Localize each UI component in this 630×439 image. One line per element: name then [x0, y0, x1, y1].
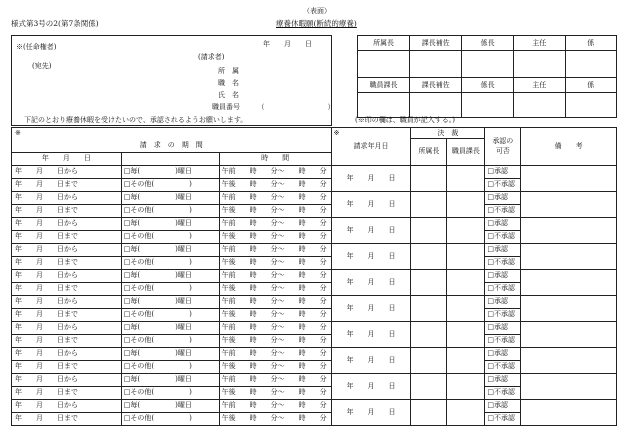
pm-time-field[interactable]: 午後 時 分～ 時 分 [219, 230, 331, 243]
request-date-cell[interactable]: 年 月 日 [331, 399, 411, 425]
request-date-cell[interactable]: 年 月 日 [331, 217, 411, 243]
weekly-checkbox[interactable]: □毎( )曜日 [121, 191, 219, 204]
date-from-field[interactable]: 年 月 日から [12, 269, 122, 282]
type-header [121, 152, 219, 165]
am-time-field[interactable]: 午前 時 分～ 時 分 [219, 399, 331, 412]
date-to-field[interactable]: 年 月 日まで [12, 412, 122, 425]
table-row [12, 243, 617, 256]
reject-checkbox[interactable]: □不承認 [485, 360, 521, 373]
other-checkbox[interactable]: □その他( ) [121, 334, 219, 347]
date-to-field[interactable]: 年 月 日まで [12, 256, 122, 269]
am-time-field[interactable]: 午前 時 分～ 時 分 [219, 269, 331, 282]
staff-chief-stamp[interactable] [447, 165, 485, 191]
staff-chief-stamp[interactable] [447, 295, 485, 321]
am-time-field[interactable]: 午前 時 分～ 時 分 [219, 243, 331, 256]
other-checkbox[interactable]: □その他( ) [121, 230, 219, 243]
stamp-cell[interactable] [565, 51, 616, 78]
remarks-cell[interactable] [521, 399, 617, 425]
applicant-section [11, 35, 332, 126]
remarks-cell[interactable] [521, 321, 617, 347]
staff-chief-stamp[interactable] [447, 321, 485, 347]
table-row [12, 295, 617, 308]
addressee-label: (宛先) [32, 62, 52, 70]
requester-label: (請求者) [198, 53, 225, 61]
table-row [12, 347, 617, 360]
am-time-field[interactable]: 午前 時 分～ 時 分 [219, 217, 331, 230]
dept-head-stamp[interactable] [411, 165, 447, 191]
pm-time-field[interactable]: 午後 時 分～ 時 分 [219, 282, 331, 295]
date-to-field[interactable]: 年 月 日まで [12, 282, 122, 295]
request-date-cell[interactable]: 年 月 日 [331, 321, 411, 347]
other-checkbox[interactable]: □その他( ) [121, 204, 219, 217]
pm-time-field[interactable]: 午後 時 分～ 時 分 [219, 334, 331, 347]
decision-header: 決 裁 [411, 128, 485, 139]
date-to-field[interactable]: 年 月 日まで [12, 360, 122, 373]
reject-checkbox[interactable]: □不承認 [485, 412, 521, 425]
name-field[interactable]: 氏 名 [218, 91, 239, 99]
date-from-field[interactable]: 年 月 日から [12, 373, 122, 386]
table-row [12, 191, 617, 204]
request-date-cell[interactable]: 年 月 日 [331, 243, 411, 269]
remarks-header: 備 考 [521, 128, 617, 166]
date-header: 年 月 日 [12, 152, 122, 165]
request-date-header: ※ 請求年月日 [331, 128, 411, 166]
weekly-checkbox[interactable]: □毎( )曜日 [121, 295, 219, 308]
remarks-cell[interactable] [521, 295, 617, 321]
table-row [12, 399, 617, 412]
table-row [12, 373, 617, 386]
approve-checkbox[interactable]: □承認 [485, 191, 521, 204]
stamp-cell[interactable] [358, 93, 410, 118]
remarks-cell[interactable] [521, 165, 617, 191]
request-date-cell[interactable]: 年 月 日 [331, 165, 411, 191]
reject-checkbox[interactable]: □不承認 [485, 256, 521, 269]
dept-head-stamp[interactable] [411, 243, 447, 269]
request-date-cell[interactable]: 年 月 日 [331, 295, 411, 321]
am-time-field[interactable]: 午前 時 分～ 時 分 [219, 347, 331, 360]
staff-chief-stamp[interactable] [447, 191, 485, 217]
dept-head-stamp[interactable] [411, 347, 447, 373]
am-time-field[interactable]: 午前 時 分～ 時 分 [219, 295, 331, 308]
stamp-cell[interactable] [462, 93, 514, 118]
approve-checkbox[interactable]: □承認 [485, 399, 521, 412]
stamp-header: 係長 [462, 78, 514, 93]
pm-time-field[interactable]: 午後 時 分～ 時 分 [219, 178, 331, 191]
dept-head-stamp[interactable] [411, 269, 447, 295]
staff-chief-stamp[interactable] [447, 243, 485, 269]
reject-checkbox[interactable]: □不承認 [485, 230, 521, 243]
date-from-field[interactable]: 年 月 日から [12, 295, 122, 308]
dept-head-header: 所属長 [411, 139, 447, 166]
am-time-field[interactable]: 午前 時 分～ 時 分 [219, 165, 331, 178]
stamp-header: 係 [565, 78, 616, 93]
am-time-field[interactable]: 午前 時 分～ 時 分 [219, 373, 331, 386]
remarks-cell[interactable] [521, 191, 617, 217]
authority-label: ※(任命権者) [16, 43, 57, 51]
request-date-field[interactable]: 年 月 日 [263, 40, 312, 48]
stamp-cell[interactable] [410, 93, 462, 118]
approve-checkbox[interactable]: □承認 [485, 373, 521, 386]
date-from-field[interactable]: 年 月 日から [12, 217, 122, 230]
period-mark: ※ [12, 128, 332, 139]
stamp-header: 職員課長 [358, 78, 410, 93]
approval-header: 承認の可否 [485, 128, 521, 166]
affiliation-field[interactable]: 所 属 [218, 67, 239, 75]
stamp-header: 所属長 [358, 36, 410, 51]
pm-time-field[interactable]: 午後 時 分～ 時 分 [219, 386, 331, 399]
staff-chief-stamp[interactable] [447, 373, 485, 399]
page-title: 療養休暇願(断続的療養) [276, 19, 357, 28]
table-row [12, 165, 617, 178]
dept-head-stamp[interactable] [411, 373, 447, 399]
pm-time-field[interactable]: 午後 時 分～ 時 分 [219, 256, 331, 269]
approve-checkbox[interactable]: □承認 [485, 269, 521, 282]
request-date-cell[interactable]: 年 月 日 [331, 191, 411, 217]
weekly-checkbox[interactable]: □毎( )曜日 [121, 243, 219, 256]
date-to-field[interactable]: 年 月 日まで [12, 178, 122, 191]
staff-chief-stamp[interactable] [447, 399, 485, 425]
other-checkbox[interactable]: □その他( ) [121, 360, 219, 373]
other-checkbox[interactable]: □その他( ) [121, 386, 219, 399]
remarks-cell[interactable] [521, 269, 617, 295]
stamp-cell[interactable] [410, 51, 462, 78]
approve-checkbox[interactable]: □承認 [485, 217, 521, 230]
pm-time-field[interactable]: 午後 時 分～ 時 分 [219, 308, 331, 321]
weekly-checkbox[interactable]: □毎( )曜日 [121, 321, 219, 334]
staff-chief-header: 職員課長 [447, 139, 485, 166]
form-number: 様式第3号の2(第7条関係) [11, 19, 99, 28]
stamp-header: 係 [565, 36, 616, 51]
pm-time-field[interactable]: 午後 時 分～ 時 分 [219, 412, 331, 425]
am-time-field[interactable]: 午前 時 分～ 時 分 [219, 191, 331, 204]
remarks-cell[interactable] [521, 243, 617, 269]
date-to-field[interactable]: 年 月 日まで [12, 386, 122, 399]
stamp-cell[interactable] [513, 51, 565, 78]
request-text: 下記のとおり療養休暇を受けたいので、承認されるようお願いします。 [24, 116, 248, 124]
staff-chief-stamp[interactable] [447, 217, 485, 243]
other-checkbox[interactable]: □その他( ) [121, 308, 219, 321]
front-label: （表面） [303, 7, 331, 15]
weekly-checkbox[interactable]: □毎( )曜日 [121, 269, 219, 282]
stamp-cell[interactable] [462, 51, 514, 78]
approve-checkbox[interactable]: □承認 [485, 243, 521, 256]
remarks-cell[interactable] [521, 347, 617, 373]
other-checkbox[interactable]: □その他( ) [121, 412, 219, 425]
approval-stamp-box [357, 35, 617, 118]
dept-head-stamp[interactable] [411, 191, 447, 217]
weekly-checkbox[interactable]: □毎( )曜日 [121, 165, 219, 178]
date-from-field[interactable]: 年 月 日から [12, 321, 122, 334]
other-checkbox[interactable]: □その他( ) [121, 282, 219, 295]
reject-checkbox[interactable]: □不承認 [485, 282, 521, 295]
period-header: 請 求 の 期 間 [12, 139, 332, 153]
approve-checkbox[interactable]: □承認 [485, 347, 521, 360]
dept-head-stamp[interactable] [411, 399, 447, 425]
note-text: (※印の欄は、職員が記入する。) [355, 116, 455, 124]
other-checkbox[interactable]: □その他( ) [121, 256, 219, 269]
position-field[interactable]: 職 名 [218, 79, 239, 87]
date-from-field[interactable]: 年 月 日から [12, 399, 122, 412]
leave-request-table [11, 127, 617, 426]
date-to-field[interactable]: 年 月 日まで [12, 230, 122, 243]
pm-time-field[interactable]: 午後 時 分～ 時 分 [219, 360, 331, 373]
weekly-checkbox[interactable]: □毎( )曜日 [121, 399, 219, 412]
other-checkbox[interactable]: □その他( ) [121, 178, 219, 191]
approve-checkbox[interactable]: □承認 [485, 321, 521, 334]
dept-head-stamp[interactable] [411, 321, 447, 347]
date-from-field[interactable]: 年 月 日から [12, 347, 122, 360]
request-date-cell[interactable]: 年 月 日 [331, 347, 411, 373]
date-to-field[interactable]: 年 月 日まで [12, 204, 122, 217]
table-row [12, 217, 617, 230]
request-date-cell[interactable]: 年 月 日 [331, 373, 411, 399]
dept-head-stamp[interactable] [411, 217, 447, 243]
reject-checkbox[interactable]: □不承認 [485, 204, 521, 217]
request-date-cell[interactable]: 年 月 日 [331, 269, 411, 295]
weekly-checkbox[interactable]: □毎( )曜日 [121, 373, 219, 386]
staff-chief-stamp[interactable] [447, 347, 485, 373]
approve-checkbox[interactable]: □承認 [485, 165, 521, 178]
staff-number-field[interactable]: 職員番号 （ ） [212, 103, 335, 111]
date-to-field[interactable]: 年 月 日まで [12, 334, 122, 347]
approve-checkbox[interactable]: □承認 [485, 295, 521, 308]
dept-head-stamp[interactable] [411, 295, 447, 321]
weekly-checkbox[interactable]: □毎( )曜日 [121, 217, 219, 230]
reject-checkbox[interactable]: □不承認 [485, 386, 521, 399]
table-row [12, 269, 617, 282]
remarks-cell[interactable] [521, 217, 617, 243]
stamp-header: 課長補佐 [410, 78, 462, 93]
staff-chief-stamp[interactable] [447, 269, 485, 295]
stamp-cell[interactable] [565, 93, 616, 118]
date-from-field[interactable]: 年 月 日から [12, 243, 122, 256]
stamp-header: 課長補佐 [410, 36, 462, 51]
pm-time-field[interactable]: 午後 時 分～ 時 分 [219, 204, 331, 217]
am-time-field[interactable]: 午前 時 分～ 時 分 [219, 321, 331, 334]
remarks-cell[interactable] [521, 373, 617, 399]
reject-checkbox[interactable]: □不承認 [485, 308, 521, 321]
table-row [12, 321, 617, 334]
date-from-field[interactable]: 年 月 日から [12, 165, 122, 178]
date-from-field[interactable]: 年 月 日から [12, 191, 122, 204]
date-to-field[interactable]: 年 月 日まで [12, 308, 122, 321]
stamp-header: 主任 [513, 36, 565, 51]
reject-checkbox[interactable]: □不承認 [485, 178, 521, 191]
stamp-cell[interactable] [513, 93, 565, 118]
stamp-cell[interactable] [358, 51, 410, 78]
reject-checkbox[interactable]: □不承認 [485, 334, 521, 347]
weekly-checkbox[interactable]: □毎( )曜日 [121, 347, 219, 360]
time-header: 時 間 [219, 152, 331, 165]
stamp-header: 主任 [513, 78, 565, 93]
stamp-header: 係長 [462, 36, 514, 51]
